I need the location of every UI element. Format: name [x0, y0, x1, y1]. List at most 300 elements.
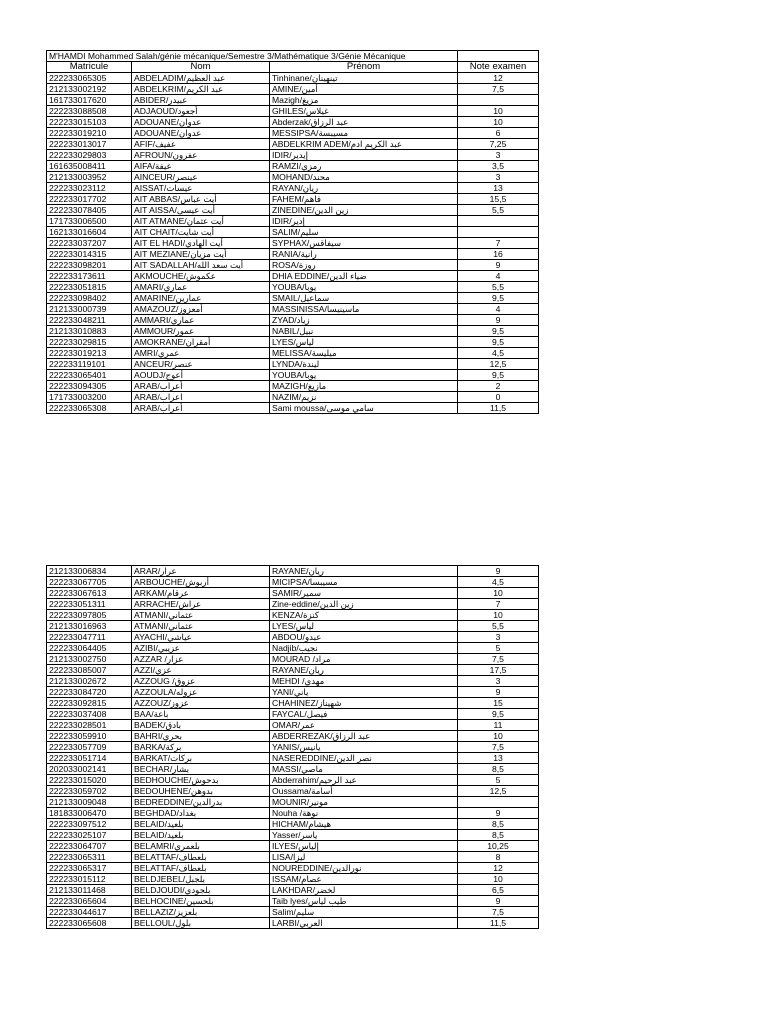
note-cell: 7,5: [458, 654, 539, 665]
note-cell: [458, 227, 539, 238]
table-row: [47, 698, 539, 709]
nom-cell: AMMOUR/عمور: [132, 326, 270, 337]
nom-cell: ARAB/أعراب: [132, 403, 270, 414]
table-row: [47, 117, 539, 128]
matricule-cell: 222233092815: [47, 698, 132, 709]
note-cell: 10: [458, 106, 539, 117]
table-row: [47, 709, 539, 720]
nom-cell: BADEK/بادق: [132, 720, 270, 731]
col-header-prenom: Prénom: [270, 62, 458, 73]
matricule-cell: 222233015103: [47, 117, 132, 128]
table-row: [47, 227, 539, 238]
nom-cell: AIFA/عيفة: [132, 161, 270, 172]
matricule-cell: 222233085007: [47, 665, 132, 676]
table-row: [47, 392, 539, 403]
prenom-cell: HICHAM/هيشام: [270, 819, 458, 830]
note-cell: 17,5: [458, 665, 539, 676]
prenom-cell: RANIA/رانية: [270, 249, 458, 260]
matricule-cell: 222233051714: [47, 753, 132, 764]
nom-cell: AFROUN/عفرون: [132, 150, 270, 161]
prenom-cell: AMINE/أمين: [270, 84, 458, 95]
note-cell: 8,5: [458, 819, 539, 830]
table-row: [47, 687, 539, 698]
nom-cell: BELATTAF/بلعطاف: [132, 852, 270, 863]
nom-cell: AZZOULA/عزوله: [132, 687, 270, 698]
nom-cell: BELLAZIZ/بلعزيز: [132, 907, 270, 918]
nom-cell: AMAZOUZ/أمعزوز: [132, 304, 270, 315]
nom-cell: ABDELADIM/عبد العظيم: [132, 73, 270, 84]
matricule-cell: 222233051815: [47, 282, 132, 293]
prenom-cell: MEHDI /مهدي: [270, 676, 458, 687]
note-cell: 7,5: [458, 907, 539, 918]
matricule-cell: 222233047711: [47, 632, 132, 643]
nom-cell: ATMANI/عثماني: [132, 610, 270, 621]
prenom-cell: CHAHINEZ/شهيناز: [270, 698, 458, 709]
nom-cell: AMARI/عماري: [132, 282, 270, 293]
matricule-cell: 212133002750: [47, 654, 132, 665]
table-row: [47, 183, 539, 194]
matricule-cell: 222233064405: [47, 643, 132, 654]
matricule-cell: 202033002141: [47, 764, 132, 775]
nom-cell: BECHAR/بشار: [132, 764, 270, 775]
nom-cell: ABDELKRIM/عبد الكريم: [132, 84, 270, 95]
table-row: [47, 172, 539, 183]
matricule-cell: 162133016604: [47, 227, 132, 238]
note-cell: 9,5: [458, 337, 539, 348]
prenom-cell: RAMZI/رمزي: [270, 161, 458, 172]
note-cell: 16: [458, 249, 539, 260]
matricule-cell: 222233067613: [47, 588, 132, 599]
table-row: [47, 874, 539, 885]
table-row: [47, 348, 539, 359]
matricule-cell: 222233029815: [47, 337, 132, 348]
prenom-cell: Mazigh/مزيغ: [270, 95, 458, 106]
nom-cell: AIT ABBAS/أيت عباس: [132, 194, 270, 205]
nom-cell: AISSAT/عيسات: [132, 183, 270, 194]
prenom-cell: SAMIR/سمير: [270, 588, 458, 599]
table-row: [47, 841, 539, 852]
prenom-cell: ISSAM/عصام: [270, 874, 458, 885]
prenom-cell: Zine-eddine/زين الدين: [270, 599, 458, 610]
prenom-cell: Taib lyes/طيب لياس: [270, 896, 458, 907]
nom-cell: BEDREDDINE/بدرالدين: [132, 797, 270, 808]
table-row: [47, 907, 539, 918]
note-cell: 12: [458, 863, 539, 874]
table-row: [47, 95, 539, 106]
nom-cell: AMRI/عمري: [132, 348, 270, 359]
matricule-cell: 212133006834: [47, 566, 132, 577]
nom-cell: AIT SADALLAH/أيت سعد الله: [132, 260, 270, 271]
note-cell: 3,5: [458, 161, 539, 172]
prenom-cell: IDIR/إدير: [270, 216, 458, 227]
matricule-cell: 222233057709: [47, 742, 132, 753]
nom-cell: ABIDER/عبيدر: [132, 95, 270, 106]
prenom-cell: IDIR/إيدير: [270, 150, 458, 161]
matricule-cell: 222233029803: [47, 150, 132, 161]
note-cell: 5: [458, 643, 539, 654]
nom-cell: AZZOUZ/عزوز: [132, 698, 270, 709]
table-row: [47, 403, 539, 414]
note-cell: 9: [458, 315, 539, 326]
note-cell: 5: [458, 775, 539, 786]
prenom-cell: RAYANE/ريان: [270, 665, 458, 676]
matricule-cell: 222233098402: [47, 293, 132, 304]
prenom-cell: LYES/لياس: [270, 337, 458, 348]
matricule-cell: 212133000739: [47, 304, 132, 315]
note-cell: 3: [458, 150, 539, 161]
table-row: [47, 73, 539, 84]
note-cell: 12,5: [458, 359, 539, 370]
nom-cell: BEDOUHENE/بدوهن: [132, 786, 270, 797]
note-cell: 8,5: [458, 764, 539, 775]
col-header-nom: Nom: [132, 62, 270, 73]
note-cell: 9: [458, 808, 539, 819]
nom-cell: ARBOUCHE/أربوش: [132, 577, 270, 588]
prenom-cell: SYPHAX/سيفاقس: [270, 238, 458, 249]
matricule-cell: 222233017702: [47, 194, 132, 205]
nom-cell: ARAB/أعراب: [132, 381, 270, 392]
nom-cell: BAA/باعة: [132, 709, 270, 720]
prenom-cell: MOURAD /مراد: [270, 654, 458, 665]
prenom-cell: Yasser/ياسر: [270, 830, 458, 841]
matricule-cell: 212133002672: [47, 676, 132, 687]
matricule-cell: 222233013017: [47, 139, 132, 150]
note-cell: 9,5: [458, 709, 539, 720]
table-row: [47, 106, 539, 117]
title-blank-cell: [458, 51, 539, 62]
nom-cell: ADOUANE/عدوان: [132, 117, 270, 128]
note-cell: 7: [458, 599, 539, 610]
prenom-cell: FAYCAL/فيصل: [270, 709, 458, 720]
nom-cell: BELLOUL/بلول: [132, 918, 270, 929]
matricule-cell: 222233067705: [47, 577, 132, 588]
prenom-cell: YANI/ياني: [270, 687, 458, 698]
prenom-cell: Salim/سليم: [270, 907, 458, 918]
matricule-cell: 212133009048: [47, 797, 132, 808]
table-row: [47, 249, 539, 260]
prenom-cell: ABDELKRIM ADEM/عبد الكريم ادم: [270, 139, 458, 150]
table-row: [47, 304, 539, 315]
nom-cell: BELATTAF/بلعطاف: [132, 863, 270, 874]
note-cell: 5,5: [458, 205, 539, 216]
table-row: [47, 128, 539, 139]
table-row: [47, 786, 539, 797]
nom-cell: BELAID/بلعيد: [132, 830, 270, 841]
matricule-cell: 222233019210: [47, 128, 132, 139]
note-cell: 8,5: [458, 830, 539, 841]
matricule-cell: 222233059910: [47, 731, 132, 742]
nom-cell: ARAB/اعراب: [132, 392, 270, 403]
prenom-cell: ILYES/إلياس: [270, 841, 458, 852]
table-row: [47, 676, 539, 687]
matricule-cell: 212133010883: [47, 326, 132, 337]
prenom-cell: Abderzak/عبد الرزاق: [270, 117, 458, 128]
note-cell: 10: [458, 874, 539, 885]
note-cell: 7,5: [458, 742, 539, 753]
table-row: [47, 830, 539, 841]
matricule-cell: 222233065401: [47, 370, 132, 381]
table-row: [47, 326, 539, 337]
matricule-cell: 222233065308: [47, 403, 132, 414]
nom-cell: AIT ATMANE/أيت عثمان: [132, 216, 270, 227]
table-row: [47, 797, 539, 808]
nom-cell: AKMOUCHE/عكموش: [132, 271, 270, 282]
nom-cell: BAHRI/بحري: [132, 731, 270, 742]
table-row: [47, 621, 539, 632]
note-cell: 9,5: [458, 370, 539, 381]
note-cell: 15: [458, 698, 539, 709]
nom-cell: AZZOUG /عزوق: [132, 676, 270, 687]
nom-cell: BELHOCINE/بلحسين: [132, 896, 270, 907]
note-cell: 9: [458, 687, 539, 698]
table-row: [47, 742, 539, 753]
prenom-cell: SMAIL/سماعيل: [270, 293, 458, 304]
matricule-cell: 222233119101: [47, 359, 132, 370]
table-row: [47, 764, 539, 775]
table-row: [47, 896, 539, 907]
table-row: [47, 819, 539, 830]
nom-cell: ARAR/عرار: [132, 566, 270, 577]
prenom-cell: LISA/ليزا: [270, 852, 458, 863]
prenom-cell: ABDERREZAK/عبد الرزاق: [270, 731, 458, 742]
prenom-cell: MASSINISSA/ماسينيسا: [270, 304, 458, 315]
table-row: [47, 260, 539, 271]
nom-cell: AZIBI/عزيبي: [132, 643, 270, 654]
matricule-cell: 222233015112: [47, 874, 132, 885]
matricule-cell: 222233094305: [47, 381, 132, 392]
note-cell: 15,5: [458, 194, 539, 205]
prenom-cell: MOUNIR/مونير: [270, 797, 458, 808]
nom-cell: BARKAT/بركات: [132, 753, 270, 764]
table-row: [47, 918, 539, 929]
prenom-cell: NABIL/نبيل: [270, 326, 458, 337]
matricule-cell: 222233019213: [47, 348, 132, 359]
note-cell: 5,5: [458, 621, 539, 632]
col-header-note: Note examen: [458, 62, 539, 73]
note-cell: 4: [458, 271, 539, 282]
matricule-cell: 222233084720: [47, 687, 132, 698]
prenom-cell: SALIM/سليم: [270, 227, 458, 238]
matricule-cell: 161635008411: [47, 161, 132, 172]
matricule-cell: 222233023112: [47, 183, 132, 194]
matricule-cell: 222233028501: [47, 720, 132, 731]
table-row: [47, 194, 539, 205]
table-row: [47, 863, 539, 874]
note-cell: [458, 216, 539, 227]
nom-cell: BELDJEBEL/بلجبل: [132, 874, 270, 885]
col-header-matricule: Matricule: [47, 62, 132, 73]
nom-cell: AMOKRANE/أمقران: [132, 337, 270, 348]
table-row: [47, 282, 539, 293]
matricule-cell: 222233064707: [47, 841, 132, 852]
note-cell: 7,25: [458, 139, 539, 150]
prenom-cell: YOUBA/يوبا: [270, 282, 458, 293]
prenom-cell: ZYAD/زياد: [270, 315, 458, 326]
sheet-title: M'HAMDI Mohammed Salah/génie mécanique/Semestre 3/Mathématique 3/Génie Mécanique: [47, 51, 458, 62]
grade-table-1: [46, 50, 538, 414]
nom-cell: ADJAOUD/أجعود: [132, 106, 270, 117]
prenom-cell: DHIA EDDINE/ضياء الدين: [270, 271, 458, 282]
matricule-cell: 222233097805: [47, 610, 132, 621]
table-row: [47, 381, 539, 392]
prenom-cell: MOHAND/محند: [270, 172, 458, 183]
nom-cell: ARKAM/عرقام: [132, 588, 270, 599]
prenom-cell: GHILES/غيلاس: [270, 106, 458, 117]
nom-cell: BELAID/بلعيد: [132, 819, 270, 830]
prenom-cell: RAYANE/ريان: [270, 566, 458, 577]
matricule-cell: 171733006500: [47, 216, 132, 227]
table-row: [47, 566, 539, 577]
note-cell: 6,5: [458, 885, 539, 896]
table-row: [47, 852, 539, 863]
prenom-cell: MICIPSA/مسيبسا: [270, 577, 458, 588]
prenom-cell: OMAR/عمر: [270, 720, 458, 731]
prenom-cell: NOUREDDINE/نورالدين: [270, 863, 458, 874]
table-row: [47, 139, 539, 150]
nom-cell: BELDJOUDI/بلجودي: [132, 885, 270, 896]
nom-cell: AIT AISSA/أيت عيسى: [132, 205, 270, 216]
table-row: [47, 632, 539, 643]
table-row: [47, 643, 539, 654]
nom-cell: AMARINE/عمارين: [132, 293, 270, 304]
note-cell: 10: [458, 588, 539, 599]
matricule-cell: 222233065317: [47, 863, 132, 874]
prenom-cell: Tinhinane/تينهينان: [270, 73, 458, 84]
prenom-cell: RAYAN/ريان: [270, 183, 458, 194]
nom-cell: BELAMRI/بلعمري: [132, 841, 270, 852]
matricule-cell: 222233097512: [47, 819, 132, 830]
nom-cell: AIT MEZIANE/أيت مزيان: [132, 249, 270, 260]
prenom-cell: LYES/لياس: [270, 621, 458, 632]
note-cell: 12,5: [458, 786, 539, 797]
prenom-cell: NAZIM/نزيم: [270, 392, 458, 403]
table-row: [47, 654, 539, 665]
matricule-cell: 222233088508: [47, 106, 132, 117]
note-cell: 3: [458, 676, 539, 687]
matricule-cell: 222233025107: [47, 830, 132, 841]
prenom-cell: MESSIPSA/مسيبسة: [270, 128, 458, 139]
matricule-cell: 222233051311: [47, 599, 132, 610]
table-row: [47, 610, 539, 621]
nom-cell: ARRACHE/عراش: [132, 599, 270, 610]
matricule-cell: 181833006470: [47, 808, 132, 819]
table-row: [47, 577, 539, 588]
matricule-cell: 222233065311: [47, 852, 132, 863]
prenom-cell: LYNDA/ليندة: [270, 359, 458, 370]
matricule-cell: 222233065305: [47, 73, 132, 84]
table-row: [47, 808, 539, 819]
prenom-cell: YOUBA/يوبا: [270, 370, 458, 381]
grade-table-2: [46, 565, 538, 929]
nom-cell: AZZAR /عزار: [132, 654, 270, 665]
note-cell: 13: [458, 183, 539, 194]
prenom-cell: Sami moussa/سامي موسى: [270, 403, 458, 414]
table-row: [47, 665, 539, 676]
note-cell: 0: [458, 392, 539, 403]
matricule-cell: 222233014315: [47, 249, 132, 260]
table-row: [47, 370, 539, 381]
table-row: [47, 238, 539, 249]
note-cell: 9: [458, 260, 539, 271]
note-cell: 7,5: [458, 84, 539, 95]
prenom-cell: LAKHDAR/لخضر: [270, 885, 458, 896]
note-cell: 10: [458, 610, 539, 621]
note-cell: 11,5: [458, 403, 539, 414]
matricule-cell: 222233044617: [47, 907, 132, 918]
note-cell: 3: [458, 172, 539, 183]
note-cell: 9: [458, 896, 539, 907]
nom-cell: AIT EL HADI/أيت الهادي: [132, 238, 270, 249]
table-row: [47, 599, 539, 610]
nom-cell: BEDHOUCHE/بدحوش: [132, 775, 270, 786]
prenom-cell: ZINEDINE/زين الدين: [270, 205, 458, 216]
matricule-cell: 222233098201: [47, 260, 132, 271]
note-cell: 6: [458, 128, 539, 139]
table-row: [47, 731, 539, 742]
prenom-cell: ABDOU/عبدو: [270, 632, 458, 643]
table-row: [47, 337, 539, 348]
matricule-cell: 222233065608: [47, 918, 132, 929]
matricule-cell: 212133016963: [47, 621, 132, 632]
prenom-cell: YANIS/يانيس: [270, 742, 458, 753]
prenom-cell: FAHEM/فاهم: [270, 194, 458, 205]
table-row: [47, 150, 539, 161]
nom-cell: ANCEUR/عنصر: [132, 359, 270, 370]
matricule-cell: 222233065604: [47, 896, 132, 907]
note-cell: 5,5: [458, 282, 539, 293]
prenom-cell: Oussama/أسامة: [270, 786, 458, 797]
prenom-cell: MASSI/ماصي: [270, 764, 458, 775]
table-row: [47, 84, 539, 95]
matricule-cell: 222233015020: [47, 775, 132, 786]
matricule-cell: 222233173611: [47, 271, 132, 282]
note-cell: 7: [458, 238, 539, 249]
note-cell: 9: [458, 566, 539, 577]
table-row: [47, 315, 539, 326]
table-row: [47, 205, 539, 216]
note-cell: 9,5: [458, 293, 539, 304]
note-cell: 11: [458, 720, 539, 731]
note-cell: 4: [458, 304, 539, 315]
matricule-cell: 212133011468: [47, 885, 132, 896]
prenom-cell: LARBI/العربي: [270, 918, 458, 929]
matricule-cell: 161733017620: [47, 95, 132, 106]
nom-cell: BARKA/بركة: [132, 742, 270, 753]
table-row: [47, 359, 539, 370]
prenom-cell: MELISSA/ميليسة: [270, 348, 458, 359]
matricule-cell: 222233037408: [47, 709, 132, 720]
note-cell: [458, 95, 539, 106]
note-cell: 3: [458, 632, 539, 643]
table-row: [47, 753, 539, 764]
matricule-cell: 171733003200: [47, 392, 132, 403]
prenom-cell: Nouha /نوهة: [270, 808, 458, 819]
nom-cell: BEGHDAD/بغداد: [132, 808, 270, 819]
table-row: [47, 216, 539, 227]
nom-cell: AYACHI/عياشي: [132, 632, 270, 643]
table-row: [47, 775, 539, 786]
note-cell: 4,5: [458, 348, 539, 359]
table-row: [47, 885, 539, 896]
table-row: [47, 720, 539, 731]
matricule-cell: 222233037207: [47, 238, 132, 249]
table-row: [47, 293, 539, 304]
note-cell: 10,25: [458, 841, 539, 852]
note-cell: 4,5: [458, 577, 539, 588]
note-cell: 11,5: [458, 918, 539, 929]
prenom-cell: Nadjib/نجيب: [270, 643, 458, 654]
table-row: [47, 161, 539, 172]
